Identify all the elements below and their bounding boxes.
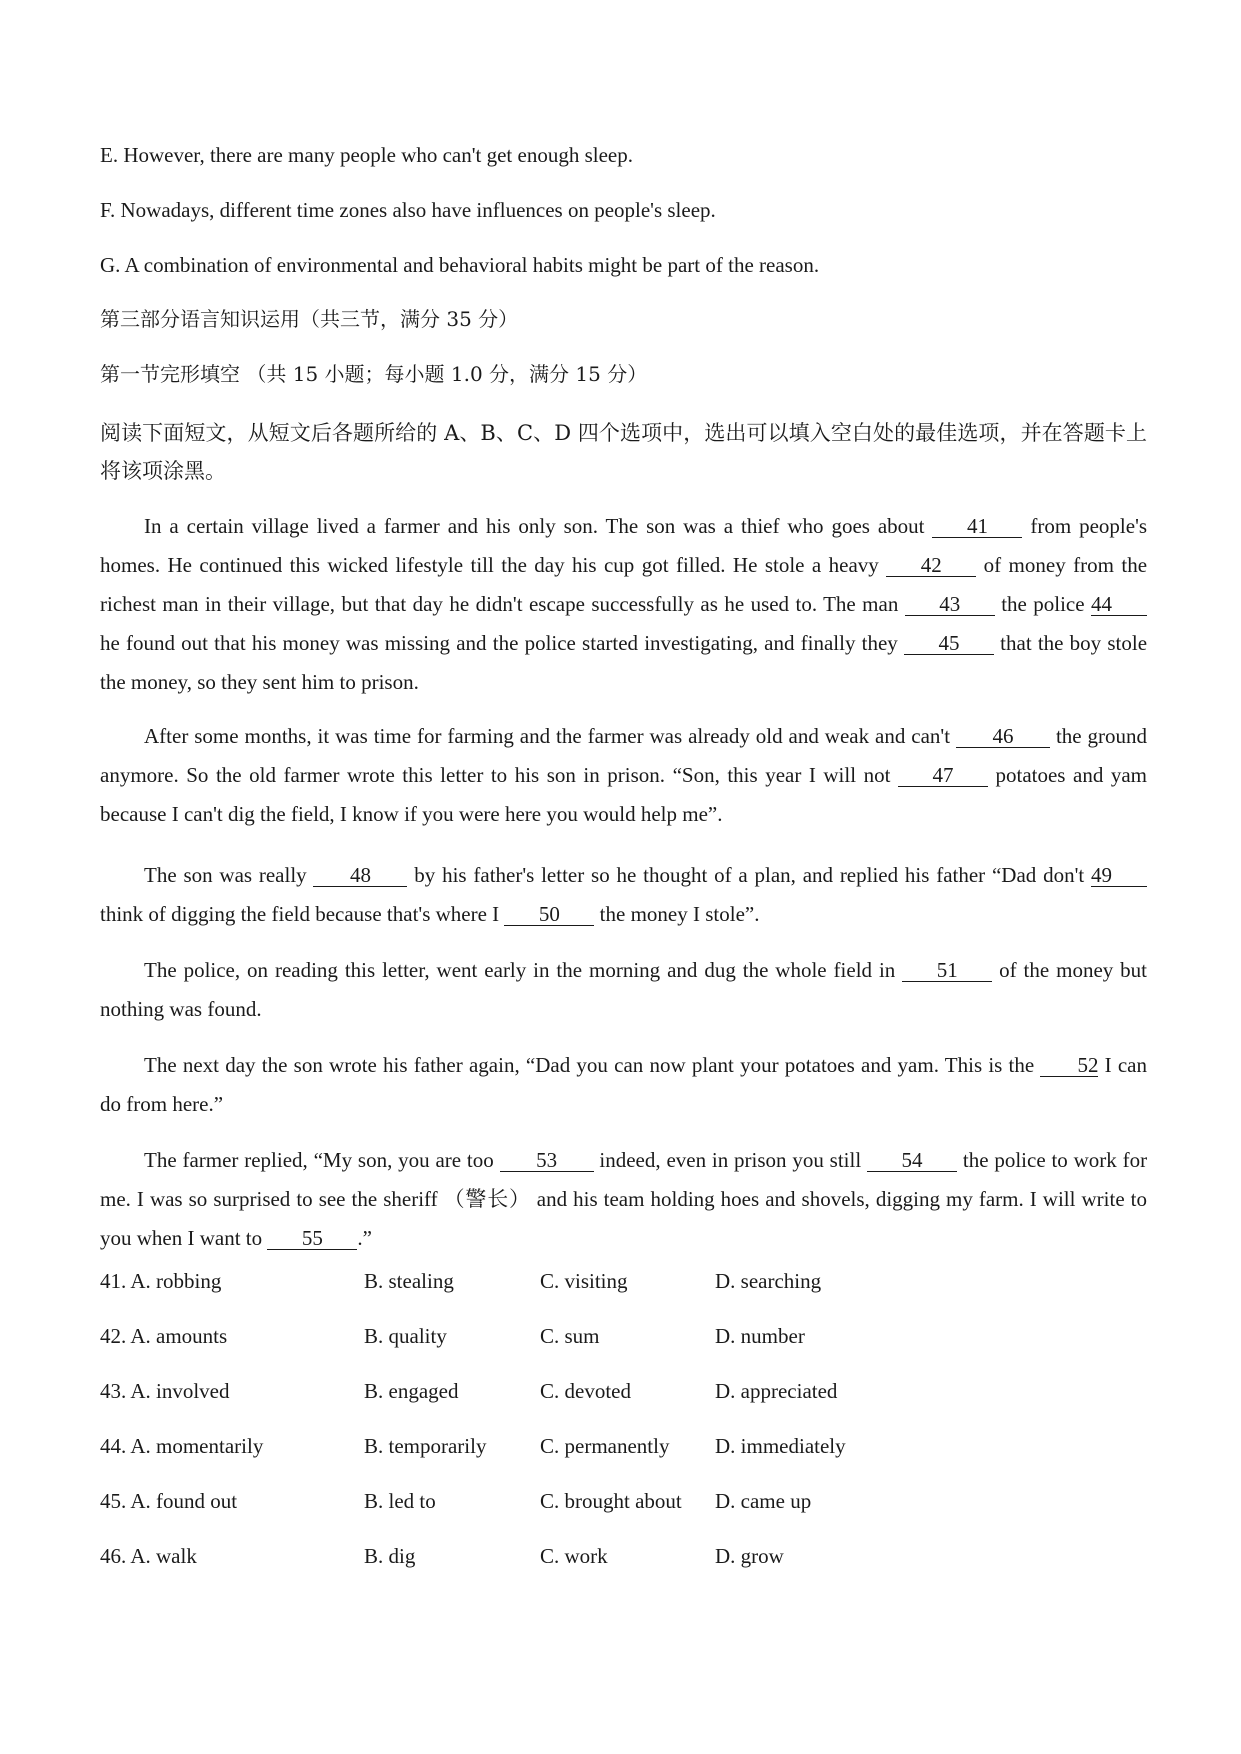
- option-a: 42. A. amounts: [100, 1324, 228, 1348]
- passage-text: The police, on reading this letter, went early in the morning and dug the whole field in: [144, 958, 896, 982]
- option-c: C. devoted: [540, 1379, 631, 1403]
- passage-text: from people's homes. He continued this wicked lifestyle till the day his cup got filled. He stole a heavy: [100, 514, 1148, 577]
- passage-paragraph-6: [100, 1141, 1147, 1258]
- blank-53: 53: [500, 1149, 594, 1172]
- option-row-46: [100, 1541, 1147, 1571]
- option-c: C. visiting: [540, 1269, 628, 1293]
- instructions: 阅读下面短文，从短文后各题所给的 A、B、C、D 四个选项中，选出可以填入空白处的最佳选项，并在答题卡上将该项涂黑。: [100, 421, 1147, 483]
- option-b: B. engaged: [364, 1379, 459, 1403]
- blank-49: 49: [1091, 864, 1147, 887]
- blank-43: 43: [905, 593, 995, 616]
- passage-text: I can do from here.”: [100, 1053, 1148, 1116]
- blank-41: 41: [932, 515, 1022, 538]
- passage-paragraph-1: [100, 507, 1147, 702]
- passage-text: he found out that his money was missing and the police started investigating, and finally they: [100, 631, 898, 655]
- option-d: D. grow: [715, 1544, 784, 1568]
- passage-paragraph-4: [100, 951, 1147, 1029]
- passage-text: that the boy stole the money, so they sent him to prison.: [100, 631, 1148, 694]
- option-d: D. came up: [715, 1489, 812, 1513]
- option-sentence-e: E. However, there are many people who can't get enough sleep.: [100, 143, 633, 167]
- blank-44: 44: [1091, 593, 1147, 616]
- passage-text: the police: [1001, 592, 1085, 616]
- option-d: D. searching: [715, 1269, 822, 1293]
- passage-text: the police to work for me. I was so surprised to see the sheriff （警长） and his team holding hoes and shovels, digging my farm. I will write to you when I want to: [100, 1148, 1148, 1250]
- option-d: D. immediately: [715, 1434, 846, 1458]
- option-b: B. dig: [364, 1544, 416, 1568]
- passage-text: The next day the son wrote his father again, “Dad you can now plant your potatoes and yam. This is the: [144, 1053, 1035, 1077]
- option-a: 43. A. involved: [100, 1379, 230, 1403]
- passage-text: the ground anymore. So the old farmer wrote this letter to his son in prison. “Son, this year I will not: [100, 724, 1148, 787]
- blank-55: 55: [267, 1227, 357, 1250]
- passage-text: potatoes and yam because I can't dig the field, I know if you were here you would help me”.: [100, 763, 1147, 826]
- blank-52: 52: [1040, 1054, 1098, 1077]
- blank-45: 45: [904, 632, 994, 655]
- passage-text: of money from the richest man in their village, but that day he didn't escape successfully as he used to. The man: [100, 553, 1148, 616]
- passage-text: The farmer replied, “My son, you are too: [144, 1148, 494, 1172]
- option-b: B. led to: [364, 1489, 436, 1513]
- passage-text: think of digging the field because that's where I: [100, 902, 500, 926]
- section-heading: 第一节完形填空 （共 15 小题；每小题 1.0 分，满分 15 分）: [100, 362, 648, 386]
- option-row-41: [100, 1266, 1147, 1296]
- blank-47: 47: [898, 764, 988, 787]
- blank-48: 48: [313, 864, 407, 887]
- option-c: C. work: [540, 1544, 608, 1568]
- option-b: B. quality: [364, 1324, 447, 1348]
- passage-text: After some months, it was time for farming and the farmer was already old and weak and can't: [144, 724, 951, 748]
- option-row-43: [100, 1376, 1147, 1406]
- option-b: B. temporarily: [364, 1434, 487, 1458]
- passage-text: the money I stole”.: [599, 902, 760, 926]
- blank-50: 50: [504, 903, 594, 926]
- passage-text: indeed, even in prison you still: [599, 1148, 862, 1172]
- passage-text: .”: [357, 1226, 372, 1250]
- option-d: D. appreciated: [715, 1379, 838, 1403]
- option-c: C. permanently: [540, 1434, 670, 1458]
- option-d: D. number: [715, 1324, 805, 1348]
- option-a: 41. A. robbing: [100, 1269, 222, 1293]
- part-heading: 第三部分语言知识运用（共三节，满分 35 分）: [100, 307, 519, 331]
- option-c: C. sum: [540, 1324, 600, 1348]
- passage-paragraph-2: [100, 717, 1147, 834]
- passage-text: by his father's letter so he thought of a plan, and replied his father “Dad don't: [414, 863, 1085, 887]
- blank-54: 54: [867, 1149, 957, 1172]
- blank-51: 51: [902, 959, 992, 982]
- option-row-44: [100, 1431, 1147, 1461]
- passage-text: The son was really: [144, 863, 307, 887]
- passage-paragraph-5: [100, 1046, 1147, 1124]
- passage-paragraph-3: [100, 856, 1147, 934]
- option-sentence-g: G. A combination of environmental and behavioral habits might be part of the reason.: [100, 253, 820, 277]
- blank-42: 42: [886, 554, 976, 577]
- option-a: 45. A. found out: [100, 1489, 238, 1513]
- option-c: C. brought about: [540, 1489, 682, 1513]
- option-row-42: [100, 1321, 1147, 1351]
- option-row-45: [100, 1486, 1147, 1516]
- option-a: 46. A. walk: [100, 1544, 197, 1568]
- passage-text: In a certain village lived a farmer and his only son. The son was a thief who goes about: [144, 514, 925, 538]
- option-a: 44. A. momentarily: [100, 1434, 264, 1458]
- option-sentence-f: F. Nowadays, different time zones also have influences on people's sleep.: [100, 198, 716, 222]
- blank-46: 46: [956, 725, 1050, 748]
- option-b: B. stealing: [364, 1269, 454, 1293]
- passage-text: of the money but nothing was found.: [100, 958, 1148, 1021]
